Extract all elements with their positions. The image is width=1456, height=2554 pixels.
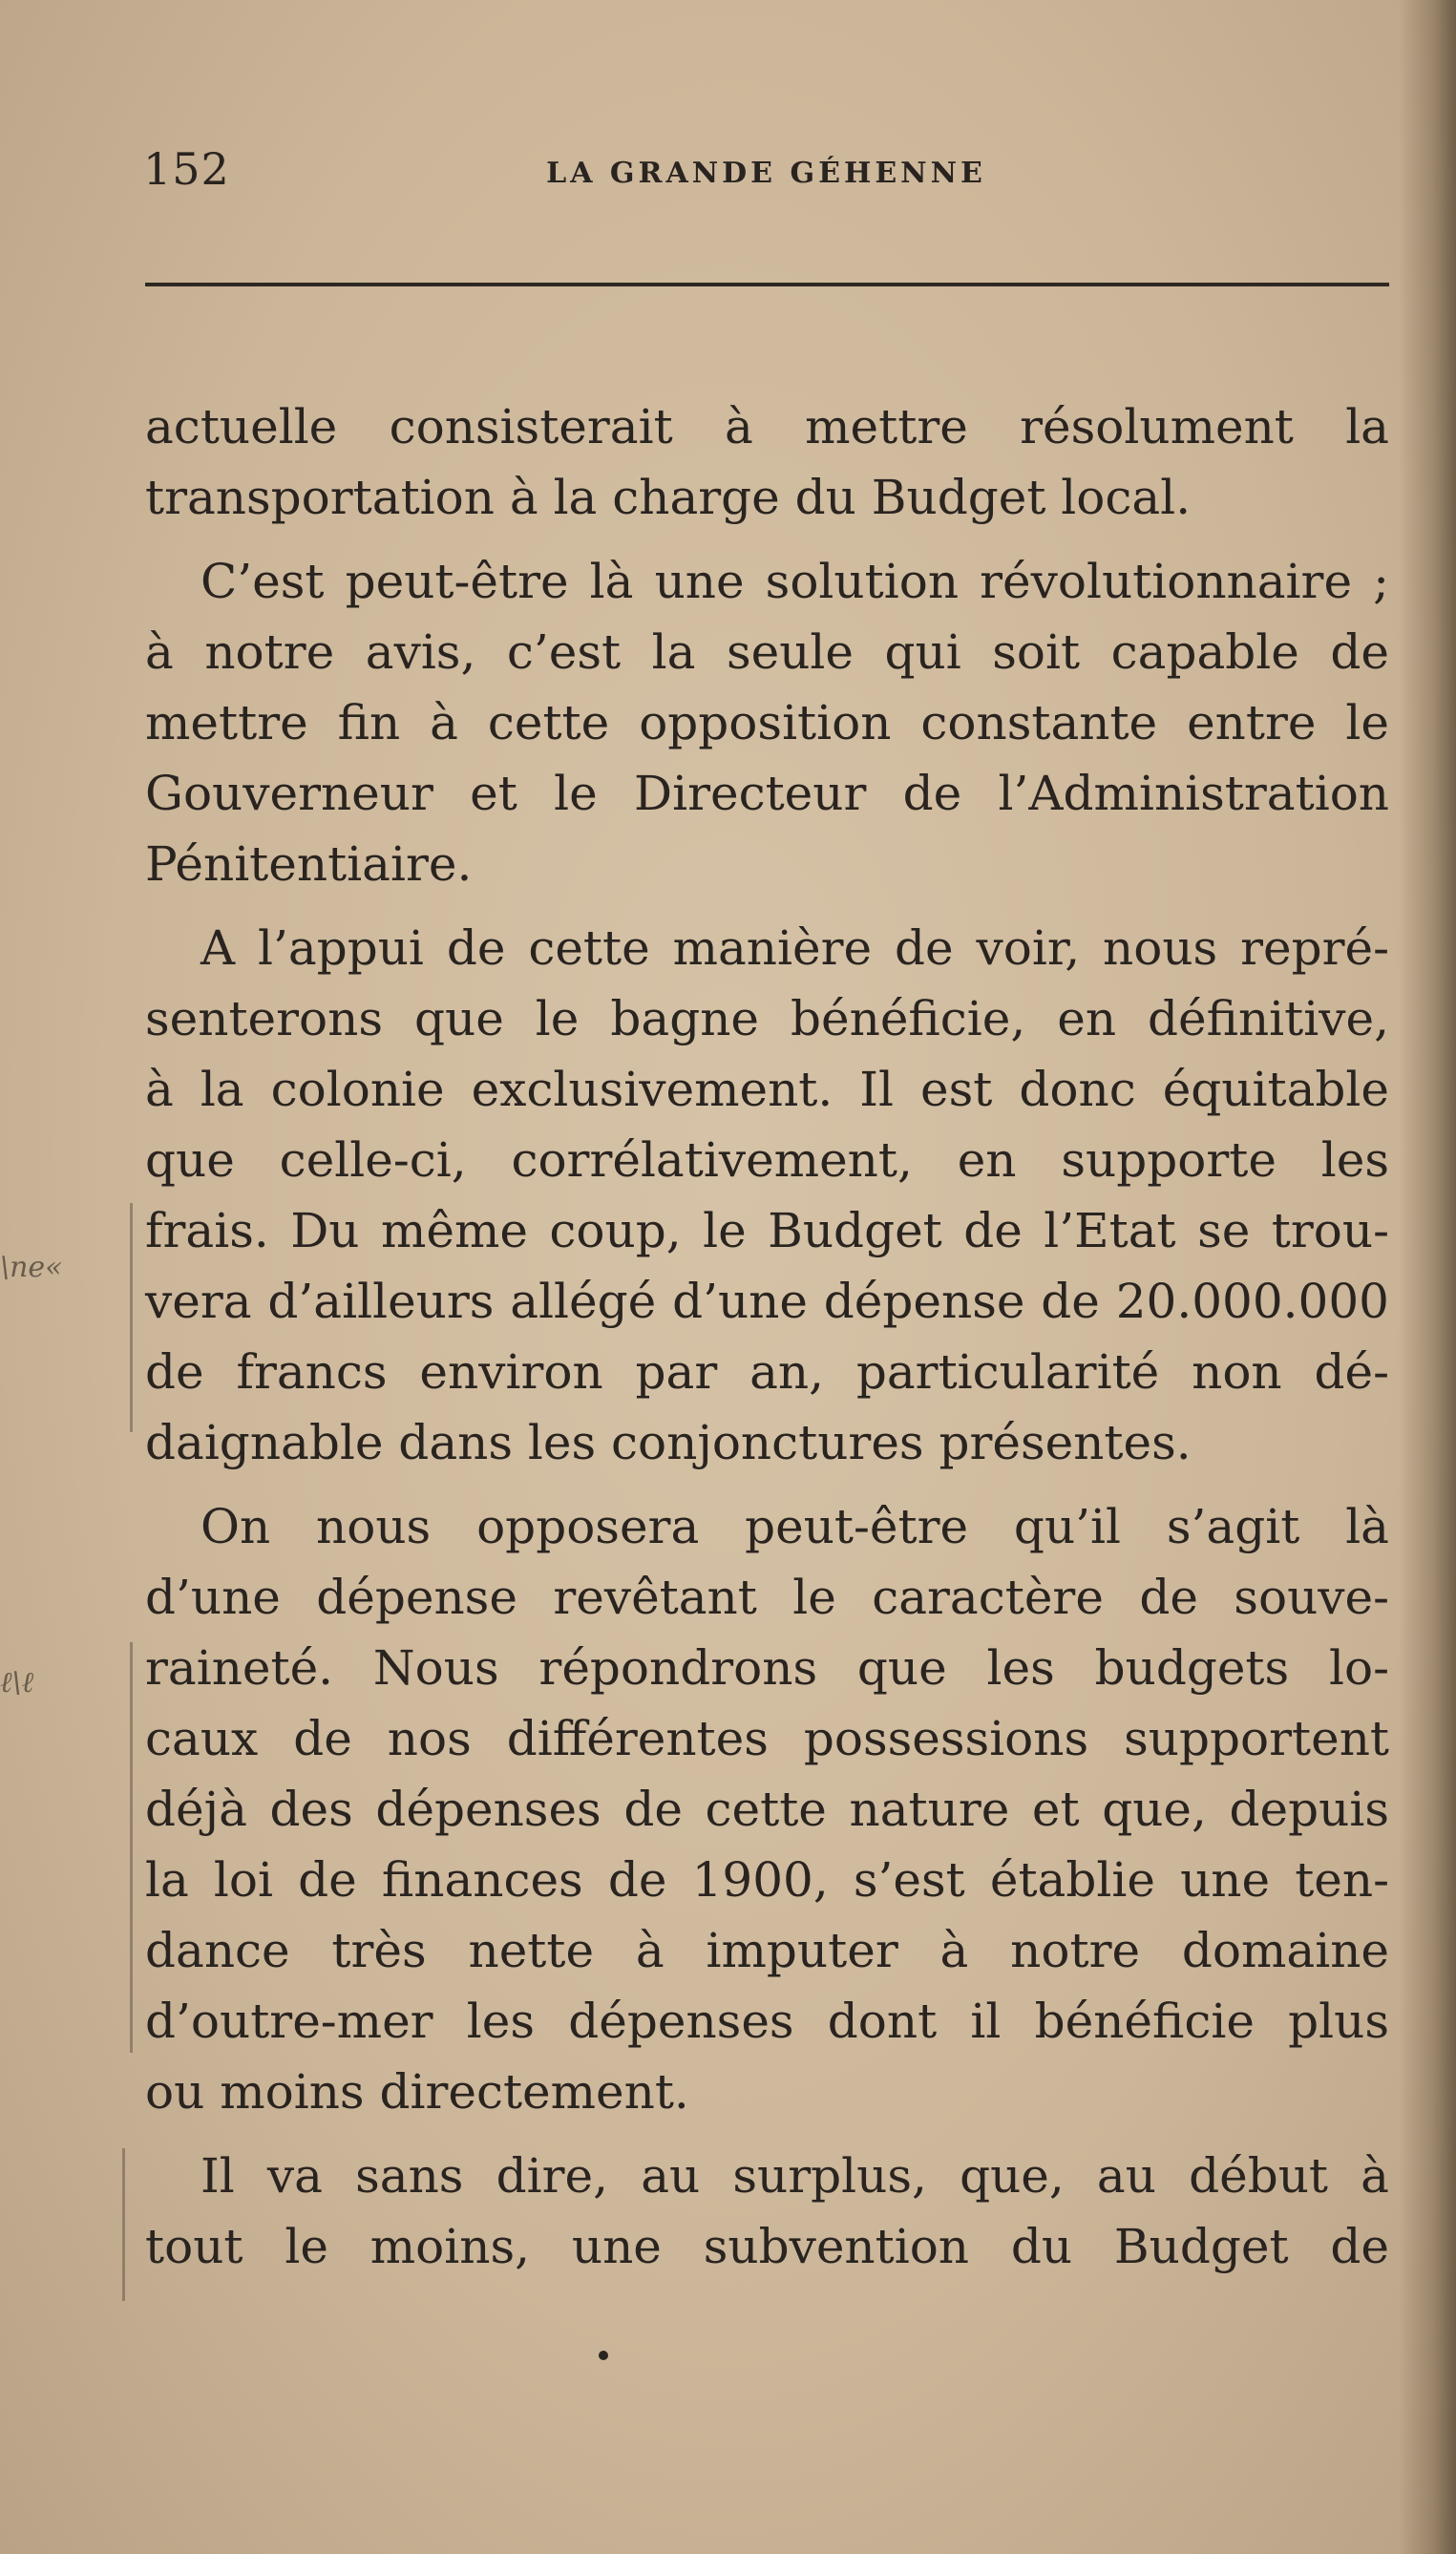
text-line: Pénitentiaire. <box>145 836 473 892</box>
text-line: dance très nette à imputer à notre domaine <box>145 1923 1389 1978</box>
page-number: 152 <box>143 143 230 195</box>
text-line: A l’appui de cette manière de voir, nous repré- <box>200 920 1389 976</box>
ink-dot <box>599 2351 608 2360</box>
page-edge-shadow <box>1399 0 1456 2554</box>
text-line: senterons que le bagne bénéficie, en définitive, <box>145 991 1389 1046</box>
text-line: Gouverneur et le Directeur de l’Administration <box>145 766 1389 821</box>
text-line: On nous opposera peut-être qu’il s’agit là <box>200 1499 1389 1554</box>
text-line: transportation à la charge du Budget local. <box>145 470 1192 525</box>
text-line: ou moins directement. <box>145 2064 689 2120</box>
text-line: la loi de finances de 1900, s’est établie une ten- <box>145 1852 1389 1908</box>
margin-bracket-mark <box>130 1642 133 2053</box>
page-header <box>143 143 1389 210</box>
text-line: de francs environ par an, particularité non dé- <box>145 1344 1389 1400</box>
text-line: à notre avis, c’est la seule qui soit capable de <box>145 624 1389 680</box>
text-line: Il va sans dire, au surplus, que, au début à <box>200 2148 1389 2204</box>
margin-handwriting: \ne« <box>0 1251 63 1284</box>
text-line: mettre fin à cette opposition constante entre le <box>145 695 1389 750</box>
margin-handwriting: ℓ\ℓ <box>0 1666 34 1699</box>
text-line: d’outre-mer les dépenses dont il bénéficie plus <box>145 1994 1389 2049</box>
header-rule <box>145 283 1389 286</box>
text-line: à la colonie exclusivement. Il est donc équitable <box>145 1062 1389 1117</box>
text-line: déjà des dépenses de cette nature et que, depuis <box>145 1782 1389 1837</box>
margin-bracket-mark <box>130 1203 133 1432</box>
text-line: frais. Du même coup, le Budget de l’Etat se trou- <box>145 1203 1389 1258</box>
margin-bracket-mark <box>122 2148 125 2301</box>
text-line: C’est peut-être là une solution révolutionnaire ; <box>200 554 1389 609</box>
text-line: d’une dépense revêtant le caractère de souve- <box>145 1570 1389 1625</box>
text-line: raineté. Nous répondrons que les budgets lo- <box>145 1640 1389 1696</box>
running-title: LA GRANDE GÉHENNE <box>546 157 986 190</box>
text-line: vera d’ailleurs allégé d’une dépense de 20.000.000 <box>145 1274 1389 1329</box>
text-line: actuelle consisterait à mettre résolument la <box>145 399 1389 454</box>
text-line: daignable dans les conjonctures présentes. <box>145 1415 1192 1470</box>
text-line: caux de nos différentes possessions supportent <box>145 1711 1389 1766</box>
text-line: tout le moins, une subvention du Budget de <box>145 2219 1389 2274</box>
text-line: que celle-ci, corrélativement, en supporte les <box>145 1132 1389 1188</box>
